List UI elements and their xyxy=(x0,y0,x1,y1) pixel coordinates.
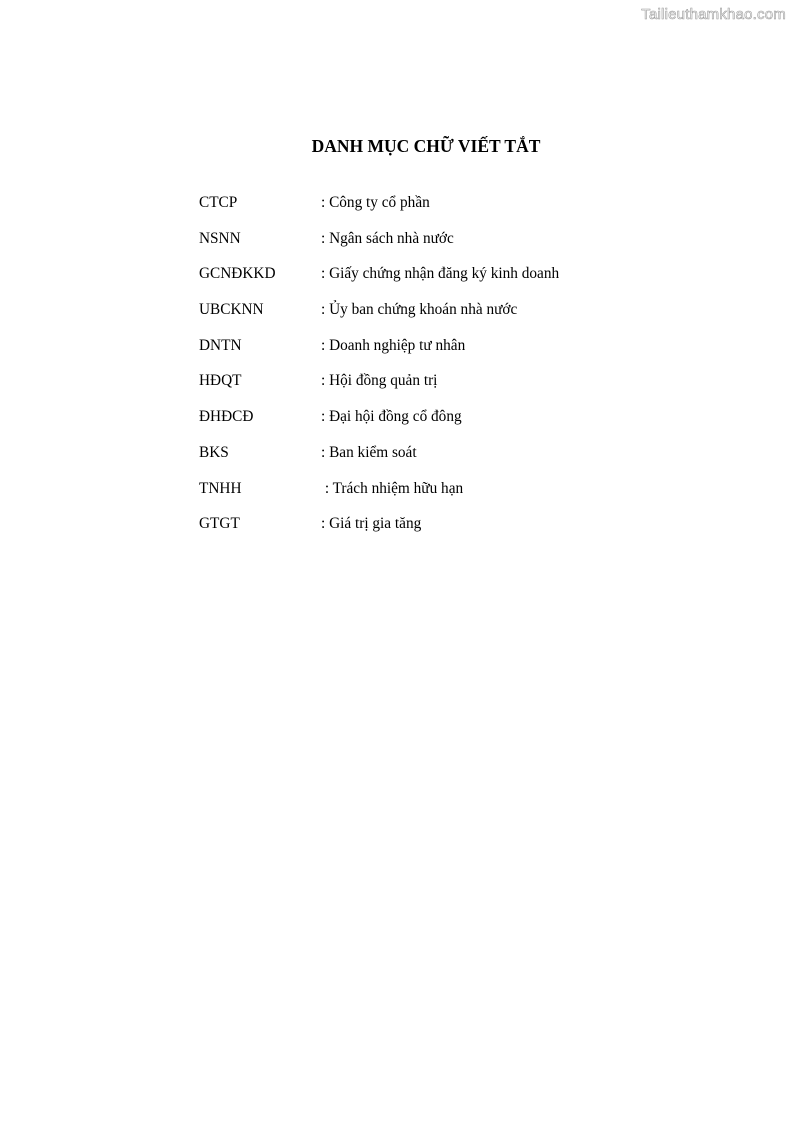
abbreviation-row xyxy=(199,514,659,550)
abbreviation-meaning: : Giá trị gia tăng xyxy=(321,515,422,533)
abbreviation-row xyxy=(199,336,659,372)
abbreviation-meaning: : Đại hội đồng cổ đông xyxy=(321,408,462,426)
page-title: DANH MỤC CHỮ VIẾT TẮT xyxy=(311,136,541,156)
abbreviation-row xyxy=(199,193,659,229)
abbreviation-meaning: : Ban kiểm soát xyxy=(321,443,417,461)
abbreviation-meaning: : Công ty cổ phần xyxy=(321,194,430,211)
abbreviation-term: GTGT xyxy=(199,515,240,533)
abbreviation-meaning: : Trách nhiệm hữu hạn xyxy=(321,479,464,497)
abbreviation-row xyxy=(199,479,659,515)
abbreviation-term: ĐHĐCĐ xyxy=(199,408,254,426)
abbreviation-term: HĐQT xyxy=(199,372,242,390)
abbreviation-term: DNTN xyxy=(199,336,242,354)
abbreviation-row xyxy=(199,443,659,479)
abbreviation-row xyxy=(199,229,659,265)
abbreviation-row xyxy=(199,371,659,407)
abbreviation-term: BKS xyxy=(199,443,229,461)
abbreviation-meaning: : Hội đồng quản trị xyxy=(321,372,438,390)
abbreviation-list xyxy=(199,193,659,550)
abbreviation-row xyxy=(199,300,659,336)
abbreviation-row xyxy=(199,264,659,300)
abbreviation-term: CTCP xyxy=(199,194,238,211)
abbreviation-term: NSNN xyxy=(199,229,241,247)
abbreviation-term: TNHH xyxy=(199,479,242,497)
abbreviation-row xyxy=(199,407,659,443)
abbreviation-term: UBCKNN xyxy=(199,301,264,319)
abbreviation-meaning: : Doanh nghiệp tư nhân xyxy=(321,336,466,354)
abbreviation-meaning: : Giấy chứng nhận đăng ký kinh doanh xyxy=(321,265,560,283)
watermark: Tailieuthamkhao.com xyxy=(641,6,786,23)
abbreviation-meaning: : Ngân sách nhà nước xyxy=(321,229,454,247)
abbreviation-meaning: : Ủy ban chứng khoán nhà nước xyxy=(321,301,518,319)
abbreviation-term: GCNĐKKD xyxy=(199,265,276,283)
